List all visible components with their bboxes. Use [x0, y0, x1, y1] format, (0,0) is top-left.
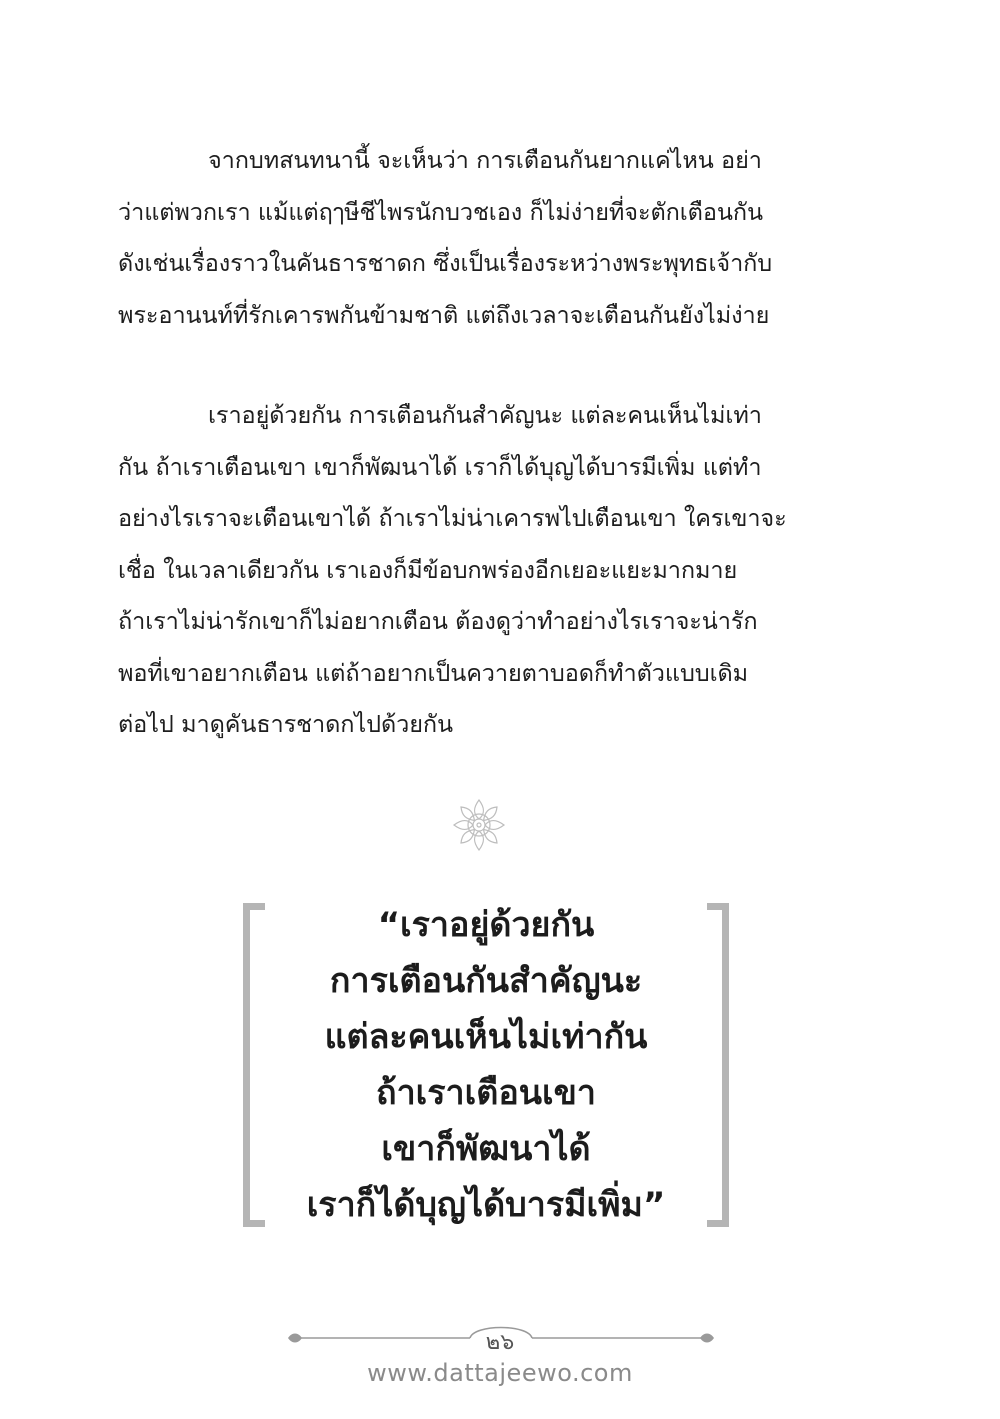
paragraph-line: พระอานนท์ที่รักเคารพกันข้ามชาติ แต่ถึงเวลาจะเตือนกันยังไม่ง่าย	[118, 300, 770, 329]
paragraph-2	[118, 390, 834, 751]
quote-line: การเตือนกันสำคัญนะ	[329, 961, 643, 1001]
paragraph-1	[118, 135, 834, 341]
paragraph-line: ว่าแต่พวกเรา แม้แต่ฤๅษีชีไพรนักบวชเอง ก็ไม่ง่ายที่จะตักเตือนกัน	[118, 197, 763, 226]
quote-line: ถ้าเราเตือนเขา	[376, 1073, 596, 1113]
pull-quote	[243, 903, 729, 1231]
quote-line: เขาก็พัฒนาได้	[381, 1129, 591, 1169]
quote-line: เราก็ได้บุญได้บารมีเพิ่ม”	[306, 1185, 666, 1225]
paragraph-line: อย่างไรเราจะเตือนเขาได้ ถ้าเราไม่น่าเคารพไปเตือนเขา ใครเขาจะ	[118, 504, 787, 532]
paragraph-line: เชื่อ ในเวลาเดียวกัน เราเองก็มีข้อบกพร่องอีกเยอะแยะมากมาย	[118, 555, 738, 584]
paragraph-line: กัน ถ้าเราเตือนเขา เขาก็พัฒนาได้ เราก็ได้บุญได้บารมีเพิ่ม แต่ทำ	[118, 452, 762, 481]
paragraph-line: ดังเช่นเรื่องราวในคันธารชาดก ซึ่งเป็นเรื่องระหว่างพระพุทธเจ้ากับ	[118, 249, 773, 277]
right-bracket	[707, 903, 729, 1227]
left-bracket	[243, 903, 265, 1227]
paragraph-line: พอที่เขาอยากเตือน แต่ถ้าอยากเป็นควายตาบอดก็ทำตัวแบบเดิม	[118, 658, 749, 687]
paragraph-line: ถ้าเราไม่น่ารักเขาก็ไม่อยากเตือน ต้องดูว่าทำอย่างไรเราจะน่ารัก	[118, 607, 758, 635]
quote-text	[273, 897, 699, 1233]
paragraph-line: เราอยู่ด้วยกัน การเตือนกันสำคัญนะ แต่ละคนเห็นไม่เท่า	[208, 401, 762, 429]
paragraph-line: จากบทสนทนานี้ จะเห็นว่า การเตือนกันยากแค่ไหน อย่า	[208, 146, 762, 174]
paragraph-line: ต่อไป มาดูคันธารชาดกไปด้วยกัน	[118, 710, 453, 738]
quote-line: “เราอยู่ด้วยกัน	[377, 905, 595, 945]
leaf-icon	[288, 1334, 302, 1343]
leaf-icon	[700, 1334, 714, 1343]
quote-line: แต่ละคนเห็นไม่เท่ากัน	[324, 1017, 648, 1057]
lotus-mandala-icon	[452, 798, 506, 852]
page-number: ๒๖	[485, 1330, 515, 1355]
website-url: www.dattajeewo.com	[367, 1359, 633, 1387]
